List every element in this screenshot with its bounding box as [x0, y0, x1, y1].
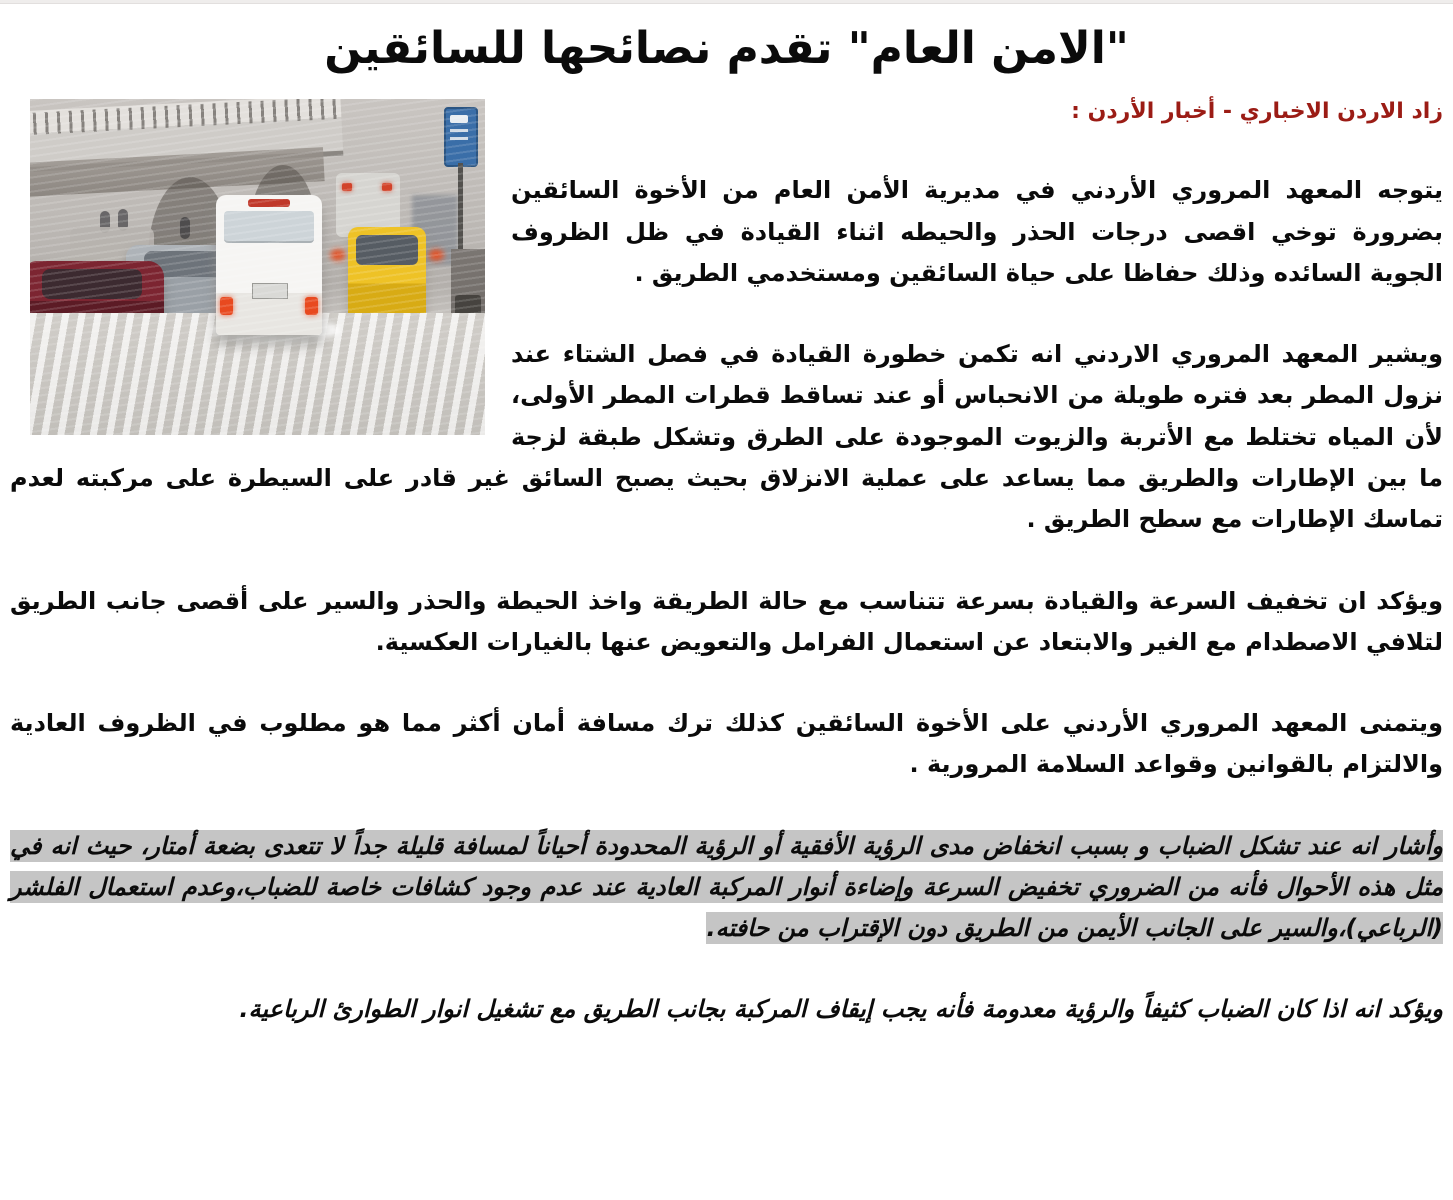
article-body: [10, 93, 1443, 1031]
paragraph-safe-distance: ويتمنى المعهد المروري الأردني على الأخوة السائقين كذلك ترك مسافة أمان أكثر مما هو مطلوب في الظروف العادية والالتزام بالقوانين وقواعد السلامة المرورية .: [10, 709, 1443, 779]
highlighted-text: وأشار انه عند تشكل الضباب و بسبب انخفاض مدى الرؤية الأفقية أو الرؤية المحدودة أحياناً لمسافة قليلة جداً لا تتعدى بضعة أمتار، حيث انه في مثل هذه الأحوال فأنه من الضروري تخفيض السرعة وإضاءة أنوار المركبة العادية عند عدم وجود كشافات خاصة للضباب،وعدم استعمال الفلشر (الرباعي)،والسير على الجانب الأيمن من الطريق دون الإقتراب من حافته.: [10, 831, 1444, 943]
paragraph-winter-danger: ويشير المعهد المروري الاردني انه تكمن خطورة القيادة في فصل الشتاء عند نزول المطر بعد فتره طويلة من الانحباس أو عند تساقط قطرات المطر الأولى، لأن المياه تختلط مع الأتربة والزيوت الموجودة على الطرق وتشكل طبقة لزجة ما بين الإطارات والطريق مما يساعد على عملية الانزلاق بحيث يصبح السائق غير قادر على السيطرة على مركبته لعدم تماسك الإطارات مع سطح الطريق .: [10, 340, 1443, 534]
paragraph-speed-advice: ويؤكد ان تخفيف السرعة والقيادة بسرعة تتناسب مع حالة الطريقة واخذ الحيطة والحذر والسير على أقصى جانب الطريق لتلافي الاصطدام مع الغير والابتعاد عن استعمال الفرامل والتعويض عنها بالغيارات العكسية.: [10, 586, 1443, 656]
paragraph-fog-highlighted: [10, 826, 1443, 950]
paragraph-intro: يتوجه المعهد المروري الأردني في مديرية الأمن العام من الأخوة السائقين بضرورة توخي اقصى درجات الحذر والحيطه اثناء القيادة في ظل الظروف الجوية السائده وذلك حفاظا على حياة السائقين ومستخدمي الطريق .: [511, 176, 1443, 287]
page-title: "الامن العام" تقدم نصائحها للسائقين: [324, 23, 1129, 74]
flooded-street-photo: [30, 99, 485, 435]
article-page: [0, 4, 1453, 1101]
source-byline: زاد الاردن الاخباري - أخبار الأردن :: [1071, 98, 1443, 124]
rain-overlay: [30, 99, 485, 435]
paragraph-dense-fog: ويؤكد انه اذا كان الضباب كثيفاً والرؤية معدومة فأنه يجب إيقاف المركبة بجانب الطريق مع تشغيل انوار الطوارئ الرباعية.: [239, 995, 1443, 1024]
